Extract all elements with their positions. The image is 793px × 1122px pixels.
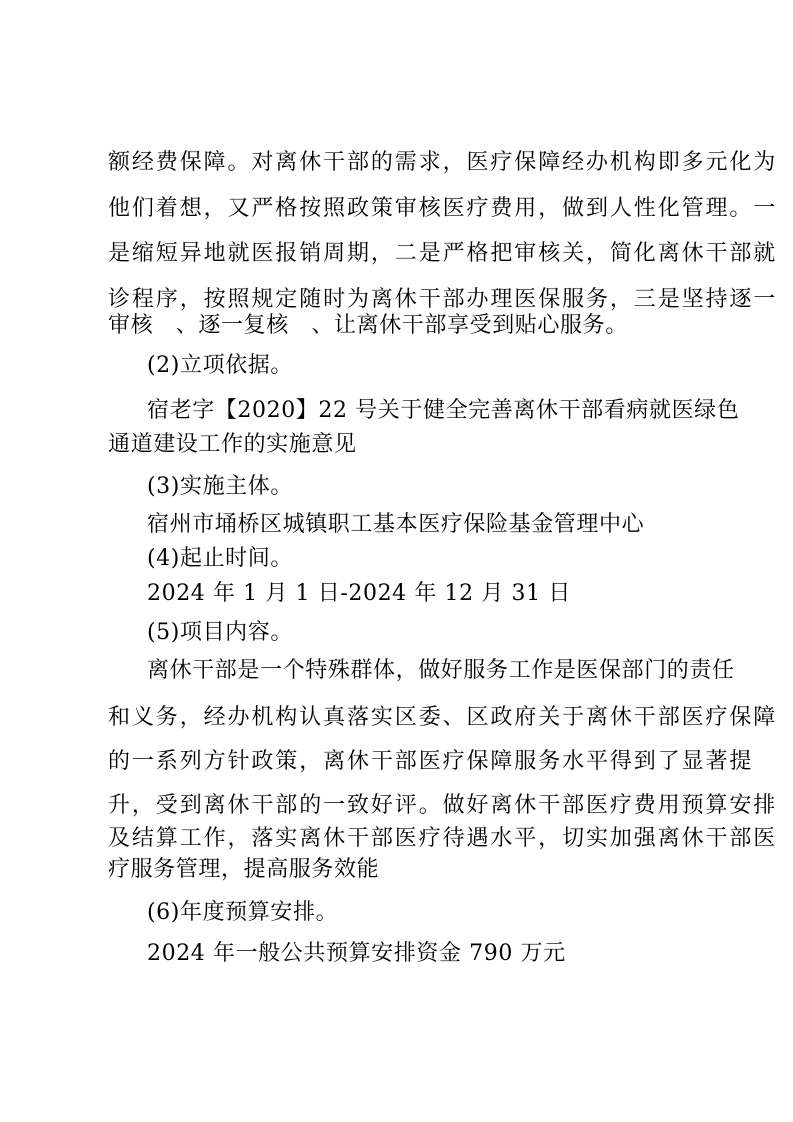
- body-text-line: 疗服务管理，提高服务效能: [108, 857, 380, 882]
- section-heading: (3)实施主体。: [147, 474, 293, 499]
- body-text-line: 诊程序，按照规定随时为离休干部办理医保服务，三是坚持逐一: [108, 287, 778, 312]
- body-text-line: 离休干部是一个特殊群体，做好服务工作是医保部门的责任: [147, 658, 735, 683]
- body-text-line: 通道建设工作的实施意见: [108, 432, 357, 457]
- section-heading: (2)立项依据。: [147, 353, 293, 378]
- body-text-line: 的一系列方针政策，离休干部医疗保障服务水平得到了显著提: [108, 749, 754, 774]
- body-text-line: 宿老字【2020】22 号关于健全完善离休干部看病就医绿色: [147, 398, 740, 423]
- body-text-line: 审核 、逐一复核 、让离休干部享受到贴心服务。: [108, 313, 628, 338]
- body-text-line: 升，受到离休干部的一致好评。做好离休干部医疗费用预算安排: [108, 793, 778, 818]
- body-text-line: 和义务，经办机构认真落实区委、区政府关于离休干部医疗保障: [108, 705, 778, 730]
- body-text-line: 宿州市埇桥区城镇职工基本医疗保险基金管理中心: [147, 512, 645, 537]
- section-heading: (5)项目内容。: [147, 620, 293, 645]
- body-text-line: 2024 年 1 月 1 日-2024 年 12 月 31 日: [147, 581, 571, 606]
- section-heading: (6)年度预算安排。: [147, 900, 339, 925]
- body-text-line: 2024 年一般公共预算安排资金 790 万元: [147, 941, 566, 966]
- body-text-line: 是缩短异地就医报销周期，二是严格把审核关，简化离休干部就: [108, 241, 778, 266]
- body-text-line: 他们着想，又严格按照政策审核医疗费用，做到人性化管理。一: [108, 196, 778, 221]
- body-text-line: 额经费保障。对离休干部的需求，医疗保障经办机构即多元化为: [108, 150, 778, 175]
- body-text-line: 及结算工作，落实离休干部医疗待遇水平，切实加强离休干部医: [108, 826, 778, 851]
- section-heading: (4)起止时间。: [147, 546, 293, 571]
